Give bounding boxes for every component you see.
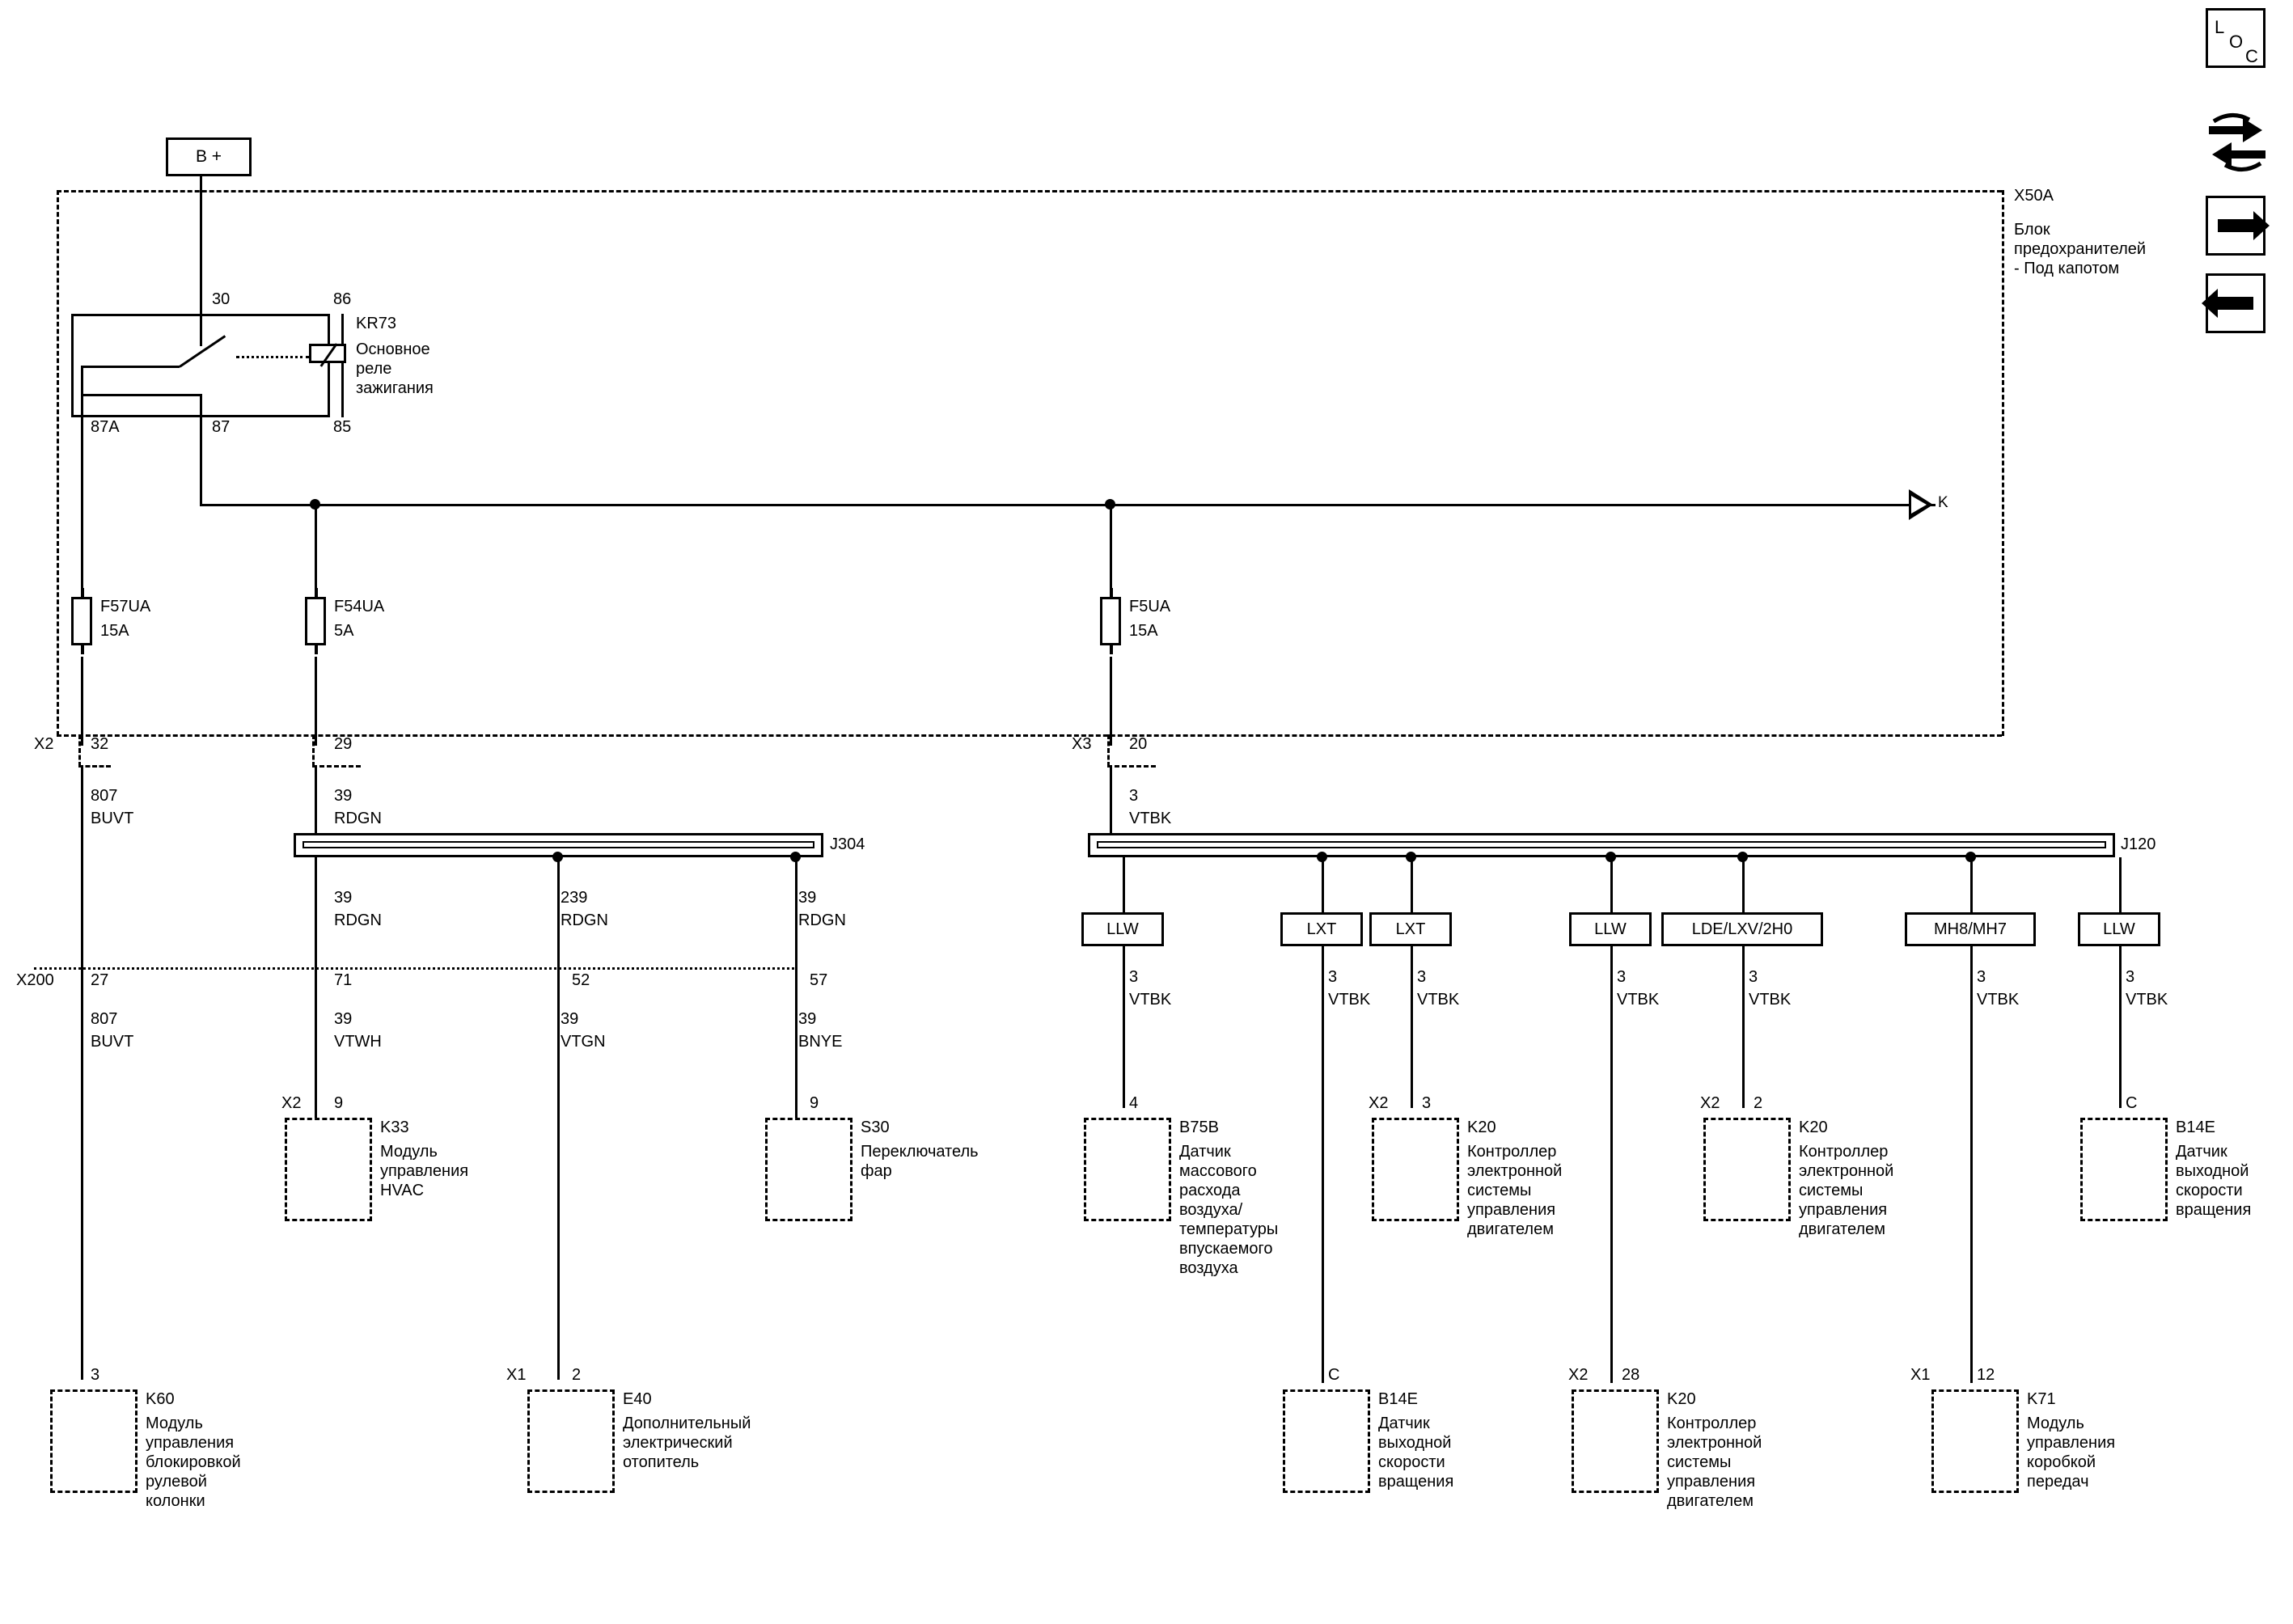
- j304-out-3-color: RDGN: [798, 911, 846, 929]
- fuse-f57ua-rating: 15A: [100, 622, 129, 640]
- branch-5-color: VTBK: [1749, 991, 1792, 1009]
- branch-1-circuit: 3: [1129, 968, 1139, 986]
- fuse-f54ua: [305, 597, 326, 645]
- x200-wire-52-color: VTGN: [561, 1033, 606, 1051]
- option-code-llw-1: LLW: [1081, 912, 1164, 946]
- exit-pin-29: 29: [334, 735, 353, 753]
- component-k20-x2-2-pin: 2: [1754, 1094, 1763, 1112]
- wire-f5ua-down: [1110, 657, 1112, 746]
- component-k60-pin: 3: [91, 1366, 100, 1384]
- fuse-f54ua-id: F54UA: [334, 598, 385, 615]
- relay-87a-lead: [81, 366, 83, 417]
- wire-71-lower: [315, 967, 317, 1118]
- branch-1-color: VTBK: [1129, 991, 1172, 1009]
- branch-6-color: VTBK: [1977, 991, 2020, 1009]
- toolbar: [2193, 8, 2282, 351]
- j120-drop-3: [1411, 857, 1413, 912]
- wire-f5ua-up: [1110, 504, 1112, 597]
- wire-807-color: BUVT: [91, 810, 134, 827]
- j120-drop-5: [1742, 857, 1745, 912]
- arrow-right-icon: [2218, 219, 2253, 232]
- wire-807-circuit: 807: [91, 787, 118, 805]
- branch-3-circuit: 3: [1417, 968, 1427, 986]
- fuse-block-border-top: [57, 190, 2002, 192]
- wire-52-lower: [557, 967, 560, 1380]
- fuse-f5ua-rating: 15A: [1129, 622, 1158, 640]
- previous-page-button[interactable]: [2206, 273, 2266, 333]
- component-k20-x2-3-box: [1372, 1118, 1459, 1221]
- relay-name: Основное реле зажигания: [356, 340, 435, 397]
- branch-4-color: VTBK: [1617, 991, 1660, 1009]
- wire-f54ua-down: [315, 657, 317, 746]
- component-k20-x2-28-name: Контроллер электронной системы управления двигателем: [1667, 1415, 1766, 1510]
- j120-drop-2: [1322, 857, 1324, 912]
- j120-drop-4: [1610, 857, 1613, 912]
- wire-807-line: [81, 765, 83, 967]
- pin-box-32-bottom: [78, 765, 111, 768]
- exit-pin-32: 32: [91, 735, 109, 753]
- fuse-f57ua-id: F57UA: [100, 598, 151, 615]
- component-k20-x2-2-connector: X2: [1700, 1094, 1720, 1112]
- option-code-llw-3: LLW: [2078, 912, 2160, 946]
- pin-box-29-bottom: [312, 765, 361, 768]
- x200-wire-27-circuit: 807: [91, 1010, 118, 1028]
- relay-87a-branch: [81, 366, 180, 368]
- relay-coil-link: [236, 356, 309, 358]
- j304-branch-2: [557, 857, 560, 983]
- relay-coil: [309, 344, 346, 363]
- component-k20-x2-28-connector: X2: [1568, 1366, 1589, 1384]
- component-s30-box: [765, 1118, 852, 1221]
- fuse-f5ua: [1100, 597, 1121, 645]
- component-k33-pin: 9: [334, 1094, 344, 1112]
- wire-relay87-down: [200, 417, 202, 505]
- main-power-bus: [200, 504, 1936, 506]
- component-b14e-top-name: Датчик выходной скорости вращения: [2176, 1143, 2254, 1219]
- component-s30-name: Переключатель фар: [861, 1143, 984, 1180]
- component-e40-code: E40: [623, 1390, 652, 1408]
- component-k20-x2-28-pin: 28: [1622, 1366, 1640, 1384]
- wire-3-line: [1110, 765, 1112, 838]
- option-code-llw-2: LLW: [1569, 912, 1652, 946]
- component-b14e-top-pin: C: [2126, 1094, 2138, 1112]
- component-e40-pin: 2: [572, 1366, 582, 1384]
- option-code-lxt-1: LXT: [1280, 912, 1363, 946]
- relay-87-branch: [81, 394, 202, 396]
- x200-pin-71: 71: [334, 971, 353, 989]
- relay-code: KR73: [356, 315, 397, 332]
- relay-terminal-85: 85: [333, 418, 352, 436]
- offpage-connector-label: K: [1938, 494, 1948, 511]
- relay-coil-86-lead: [341, 314, 344, 344]
- component-k20-x2-28-box: [1572, 1389, 1659, 1493]
- component-e40-name: Дополнительный электрический отопитель: [623, 1415, 755, 1471]
- branch-wire-6: [1970, 946, 1973, 1383]
- component-b75b-box: [1084, 1118, 1171, 1221]
- j120-drop-6: [1970, 857, 1973, 912]
- pin-box-20-left: [1107, 734, 1110, 767]
- component-b14e-bottom-code: B14E: [1378, 1390, 1418, 1408]
- x200-wire-71-circuit: 39: [334, 1010, 353, 1028]
- j120-drop-1: [1123, 857, 1125, 912]
- wire-87a-down-1: [81, 417, 83, 597]
- option-code-lde-lxv-2h0: LDE/LXV/2H0: [1661, 912, 1823, 946]
- component-b14e-bottom-box: [1283, 1389, 1370, 1493]
- next-page-button[interactable]: [2206, 196, 2266, 256]
- wire-39-line: [315, 765, 317, 838]
- component-b14e-bottom-name: Датчик выходной скорости вращения: [1378, 1415, 1457, 1491]
- component-k20-x2-2-name: Контроллер электронной системы управления двигателем: [1799, 1143, 1898, 1238]
- x200-pin-27: 27: [91, 971, 109, 989]
- branch-2-circuit: 3: [1328, 968, 1338, 986]
- power-source-bplus: B +: [166, 137, 252, 176]
- x200-wire-71-color: VTWH: [334, 1033, 382, 1051]
- fuse-block-border-right: [2002, 190, 2004, 736]
- option-code-mh8-mh7: MH8/MH7: [1905, 912, 2036, 946]
- option-code-lxt-2: LXT: [1369, 912, 1452, 946]
- x200-wire-27-color: BUVT: [91, 1033, 134, 1051]
- component-k20-x2-3-name: Контроллер электронной системы управления двигателем: [1467, 1143, 1567, 1238]
- branch-2-color: VTBK: [1328, 991, 1371, 1009]
- fuse-block-border-left: [57, 190, 59, 736]
- j120-drop-7: [2119, 857, 2122, 912]
- component-k60-name: Модуль управления блокировкой рулевой колонки: [146, 1415, 246, 1510]
- component-k33-code: K33: [380, 1119, 409, 1136]
- j304-out-1-circuit: 39: [334, 889, 353, 907]
- offpage-connector-arrow-inner: [1911, 496, 1927, 514]
- j304-out-2-color: RDGN: [561, 911, 608, 929]
- wire-57-lower: [795, 967, 797, 1118]
- branch-wire-3: [1411, 946, 1413, 1108]
- inline-connector-x200-line: [34, 967, 794, 970]
- relay-87-lead: [200, 394, 202, 417]
- component-k20-x2-28-code: K20: [1667, 1390, 1696, 1408]
- component-e40-box: [527, 1389, 615, 1493]
- relay-coil-85-lead: [341, 363, 344, 417]
- arrow-left-icon: [2218, 297, 2253, 310]
- wire-3-circuit: 3: [1129, 787, 1139, 805]
- harness-icon[interactable]: [2193, 97, 2282, 186]
- branch-4-circuit: 3: [1617, 968, 1627, 986]
- wire-39-color: RDGN: [334, 810, 382, 827]
- component-k20-x2-3-connector: X2: [1369, 1094, 1389, 1112]
- x200-wire-52-circuit: 39: [561, 1010, 579, 1028]
- relay-terminal-30: 30: [212, 290, 231, 308]
- branch-wire-4: [1610, 946, 1613, 1383]
- component-k33-box: [285, 1118, 372, 1221]
- component-s30-code: S30: [861, 1119, 890, 1136]
- splice-j304-code: J304: [830, 835, 865, 853]
- component-k71-connector: X1: [1910, 1366, 1931, 1384]
- exit-connector-x2-left: X2: [34, 735, 54, 753]
- wire-3-color: VTBK: [1129, 810, 1172, 827]
- pin-box-32-left: [78, 734, 81, 767]
- branch-wire-7: [2119, 946, 2122, 1108]
- component-k71-pin: 12: [1977, 1366, 1995, 1384]
- component-k71-name: Модуль управления коробкой передач: [2027, 1415, 2120, 1491]
- branch-7-circuit: 3: [2126, 968, 2135, 986]
- wire-f54ua-up: [315, 504, 317, 597]
- branch-7-color: VTBK: [2126, 991, 2168, 1009]
- wire-807-lower: [81, 967, 83, 1380]
- x200-pin-57: 57: [810, 971, 828, 989]
- component-e40-connector: X1: [506, 1366, 527, 1384]
- component-k71-code: K71: [2027, 1390, 2056, 1408]
- component-b14e-top-box: [2080, 1118, 2168, 1221]
- relay-terminal-87: 87: [212, 418, 231, 436]
- wire-39-circuit: 39: [334, 787, 353, 805]
- fuse-block-name: Блок предохранителей - Под капотом: [2014, 221, 2151, 277]
- exit-pin-20: 20: [1129, 735, 1148, 753]
- x200-pin-52: 52: [572, 971, 590, 989]
- branch-6-circuit: 3: [1977, 968, 1986, 986]
- fuse-block-code: X50A: [2014, 187, 2054, 205]
- splice-j120-code: J120: [2121, 835, 2156, 853]
- fuse-f54ua-rating: 5A: [334, 622, 354, 640]
- fuse-f5ua-id: F5UA: [1129, 598, 1171, 615]
- component-k71-box: [1931, 1389, 2019, 1493]
- component-b75b-pin: 4: [1129, 1094, 1139, 1112]
- component-k20-x2-2-box: [1703, 1118, 1791, 1221]
- j304-out-1-color: RDGN: [334, 911, 382, 929]
- exit-connector-x3: X3: [1072, 735, 1092, 753]
- component-b14e-bottom-pin: C: [1328, 1366, 1340, 1384]
- component-k33-name: Модуль управления HVAC: [380, 1143, 473, 1199]
- j304-branch-1: [315, 857, 317, 983]
- component-b14e-top-code: B14E: [2176, 1119, 2215, 1136]
- branch-wire-5: [1742, 946, 1745, 1108]
- pin-box-20-bottom: [1107, 765, 1156, 768]
- fuse-f57ua: [71, 597, 92, 645]
- inline-connector-x200-code: X200: [16, 971, 54, 989]
- component-b75b-code: B75B: [1179, 1119, 1219, 1136]
- relay-common-lead: [200, 314, 202, 346]
- component-k20-x2-3-pin: 3: [1422, 1094, 1432, 1112]
- branch-3-color: VTBK: [1417, 991, 1460, 1009]
- x200-wire-57-circuit: 39: [798, 1010, 817, 1028]
- relay-terminal-86: 86: [333, 290, 352, 308]
- location-icon[interactable]: L O C: [2206, 8, 2266, 68]
- branch-wire-1: [1123, 946, 1125, 1108]
- component-k20-x2-2-code: K20: [1799, 1119, 1828, 1136]
- relay-terminal-87a: 87A: [91, 418, 120, 436]
- pin-box-29-left: [312, 734, 315, 767]
- wire-87a-down-2: [81, 657, 83, 746]
- j304-branch-3: [795, 857, 797, 983]
- component-k60-code: K60: [146, 1390, 175, 1408]
- component-b75b-name: Датчик массового расхода воздуха/температуры впускаемого воздуха: [1179, 1143, 1283, 1277]
- j304-out-3-circuit: 39: [798, 889, 817, 907]
- component-k20-x2-3-code: K20: [1467, 1119, 1496, 1136]
- splice-j120: [1088, 833, 2115, 857]
- branch-5-circuit: 3: [1749, 968, 1758, 986]
- wire-bplus-to-relay: [200, 176, 202, 314]
- component-s30-pin: 9: [810, 1094, 819, 1112]
- component-k33-connector: X2: [281, 1094, 302, 1112]
- component-k60-box: [50, 1389, 137, 1493]
- x200-wire-57-color: BNYE: [798, 1033, 843, 1051]
- j304-out-2-circuit: 239: [561, 889, 588, 907]
- branch-wire-2: [1322, 946, 1324, 1383]
